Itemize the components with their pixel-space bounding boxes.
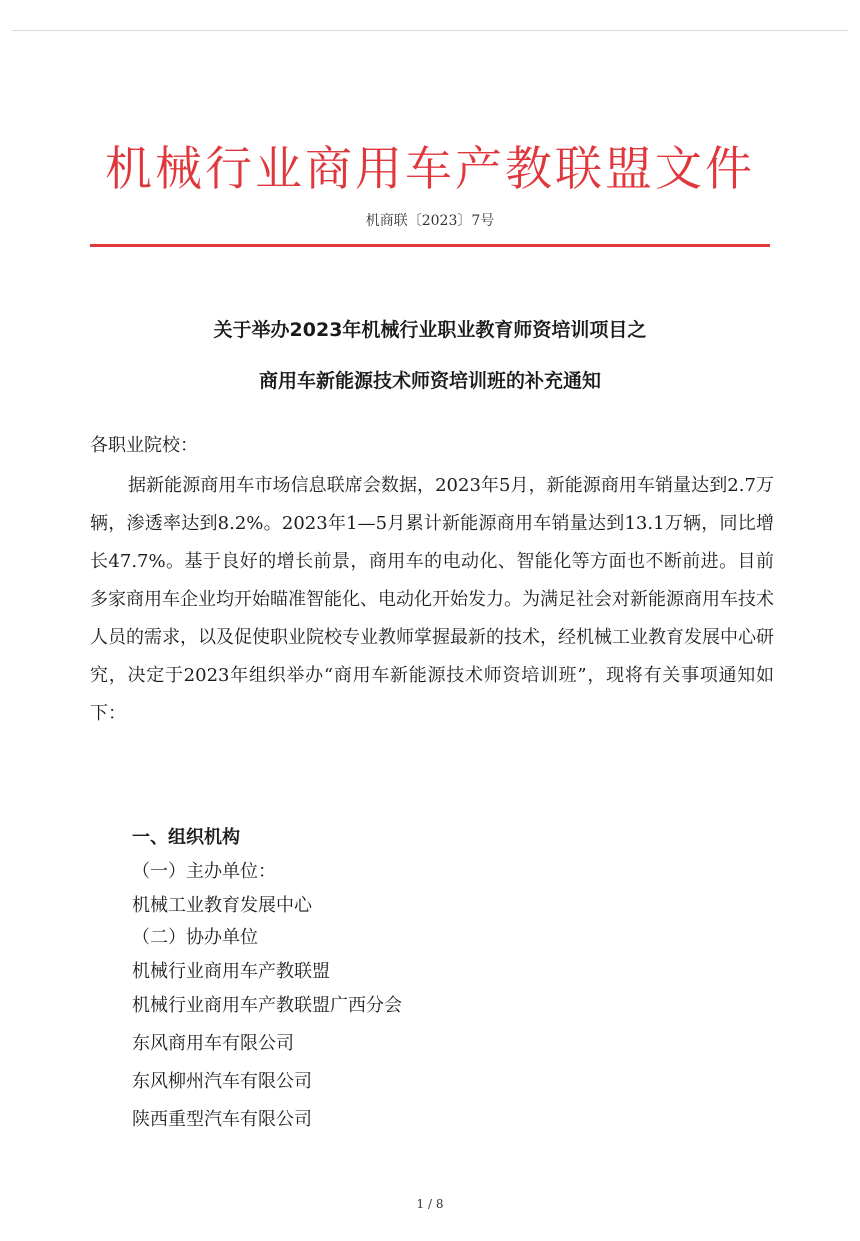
co-organizer-item: 陕西重型汽车有限公司	[132, 1109, 312, 1130]
notice-title-line-1: 关于举办2023年机械行业职业教育师资培训项目之	[213, 319, 647, 341]
page-number: 1 / 8	[416, 1197, 444, 1211]
header-divider	[90, 244, 770, 247]
co-organizer-label: （二）协办单位	[132, 927, 258, 948]
section-heading-organization: 一、组织机构	[132, 827, 240, 848]
document-number: 机商联〔2023〕7号	[365, 213, 495, 229]
co-organizer-item: 机械行业商用车产教联盟	[132, 961, 330, 982]
notice-title-line-2: 商用车新能源技术师资培训班的补充通知	[258, 370, 601, 392]
salutation: 各职业院校：	[90, 435, 198, 456]
host-unit-label: （一）主办单位：	[132, 861, 276, 882]
host-unit-name: 机械工业教育发展中心	[132, 895, 312, 916]
co-organizer-item: 东风商用车有限公司	[132, 1033, 294, 1054]
co-organizer-item: 东风柳州汽车有限公司	[132, 1071, 312, 1092]
co-organizer-item: 机械行业商用车产教联盟广西分会	[132, 995, 402, 1016]
body-paragraph: 据新能源商用车市场信息联席会数据，2023年5月，新能源商用车销量达到2.7万辆，渗透率达到8.2%。2023年1—5月累计新能源商用车销量达到13.1万辆，同比增长47.7%。基于良好的增长前景，商用车的电动化、智能化等方面也不断前进。目前多家商用车企业均开始瞄准智能化、电动化开始发力。为满足社会对新能源商用车技术人员的需求，以及促使职业院校专业教师掌握最新的技术，经机械工业教育发展中心研究，决定于2023年组织举办“商用车新能源技术师资培训班”，现将有关事项通知如下：	[90, 475, 774, 724]
document-header-title: 机械行业商用车产教联盟文件	[105, 142, 755, 197]
scan-edge-line	[12, 30, 848, 31]
